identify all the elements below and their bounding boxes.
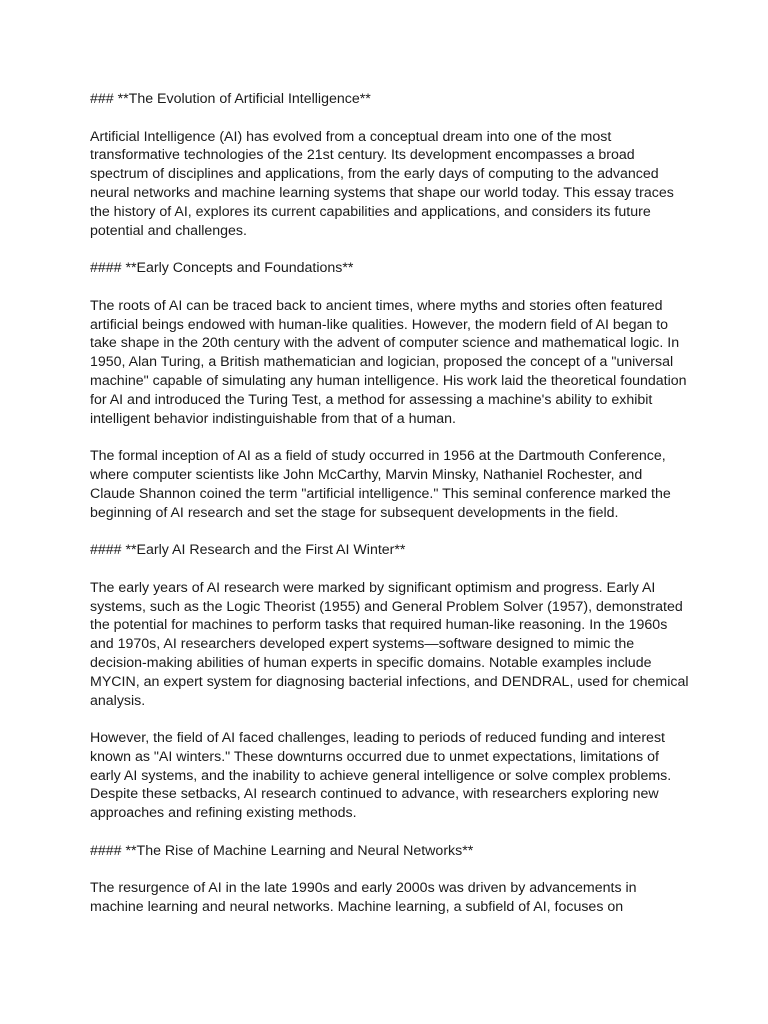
body-paragraph: However, the field of AI faced challenges, leading to periods of reduced funding and interest known as "AI winters." These downturns occurred due to unmet expectations, limitations of early AI systems, and the inability to achieve general intelligence or solve complex problems. Despite these setbacks, AI research continued to advance, with researchers exploring new approaches and refining existing methods. bbox=[90, 730, 672, 822]
body-paragraph: The resurgence of AI in the late 1990s and early 2000s was driven by advancements in machine learning and neural networks. Machine learning, a subfield of AI, focuses on bbox=[90, 880, 637, 916]
document-title: ### **The Evolution of Artificial Intelligence** bbox=[90, 91, 371, 107]
body-paragraph: The early years of AI research were marked by significant optimism and progress. Early AI systems, such as the Logic Theorist (1955) and General Problem Solver (1957), demonstrated the potential for machines to perform tasks that required human-like reasoning. In the 1960s and 1970s, AI researchers developed expert systems—software designed to mimic the decision-making abilities of human experts in specific domains. Notable examples include MYCIN, an expert system for diagnosing bacterial infections, and DENDRAL, used for chemical analysis. bbox=[90, 579, 689, 709]
document-body bbox=[90, 90, 690, 936]
section-heading-first-ai-winter: #### **Early AI Research and the First AI Winter** bbox=[90, 542, 406, 559]
body-paragraph: The roots of AI can be traced back to ancient times, where myths and stories often featured artificial beings endowed with human-like qualities. However, the modern field of AI began to take shape in the 20th century with the advent of computer science and mathematical logic. In 1950, Alan Turing, a British mathematician and logician, proposed the concept of a "universal machine" capable of simulating any human intelligence. His work laid the theoretical foundation for AI and introduced the Turing Test, a method for assessing a machine's ability to exhibit intelligent behavior indistinguishable from that of a human. bbox=[90, 297, 687, 427]
body-paragraph: The formal inception of AI as a field of study occurred in 1956 at the Dartmouth Conference, where computer scientists like John McCarthy, Marvin Minsky, Nathaniel Rochester, and Claude Shannon coined the term "artificial intelligence." This seminal conference marked the beginning of AI research and set the stage for subsequent developments in the field. bbox=[90, 448, 671, 521]
section-heading-early-concepts: #### **Early Concepts and Foundations** bbox=[90, 260, 354, 277]
section-heading-machine-learning: #### **The Rise of Machine Learning and Neural Networks** bbox=[90, 842, 474, 859]
intro-paragraph: Artificial Intelligence (AI) has evolved from a conceptual dream into one of the most transformative technologies of the 21st century. Its development encompasses a broad spectrum of disciplines and applications, from the early days of computing to the advanced neural networks and machine learning systems that shape our world today. This essay traces the history of AI, explores its current capabilities and applications, and considers its future potential and challenges. bbox=[90, 128, 674, 239]
